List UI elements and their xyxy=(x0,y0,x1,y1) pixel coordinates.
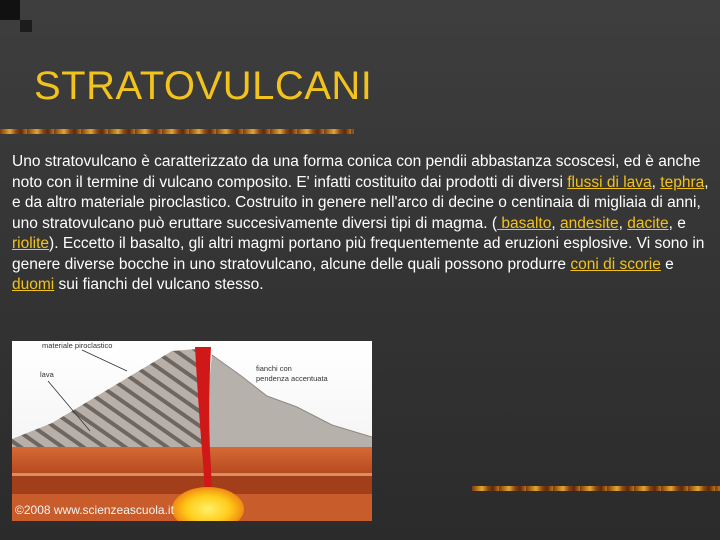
text-segment: , e xyxy=(668,214,686,232)
text-segment: , xyxy=(551,214,560,232)
link-dacite[interactable]: dacite xyxy=(627,214,669,232)
label-lava: lava xyxy=(40,370,54,379)
text-segment: Uno stratovulcano è caratterizzato da una forma conica con pendii abbastanza scoscesi, ed è anche noto con il termine di vulcano composito. E' infatti costituito dai prodotti di diversi xyxy=(12,153,701,191)
text-segment: ). Eccetto il basalto, gli altri magmi portano più frequentemente ad eruzioni esplosive. Vi sono in genere diverse bocche in uno stratovulcano, alcune delle quali possono produrre xyxy=(12,235,705,273)
bottom-divider-bar xyxy=(472,486,720,491)
stratovolcano-diagram xyxy=(12,341,372,521)
corner-decoration xyxy=(0,0,20,20)
link-duomi[interactable]: duomi xyxy=(12,276,55,293)
link-andesite[interactable]: andesite xyxy=(559,214,619,232)
link-riolite[interactable]: riolite xyxy=(12,235,50,252)
text-segment: e xyxy=(660,255,674,273)
link-coni-di-scorie[interactable]: coni di scorie xyxy=(570,255,661,273)
upper-rock-layer xyxy=(12,447,372,473)
title-divider-bar xyxy=(0,129,354,134)
copyright-watermark: ©2008 www.scienzeascuola.it xyxy=(15,503,174,517)
link-tephra[interactable]: tephra xyxy=(660,173,705,191)
link-flussi-di-lava[interactable]: flussi di lava xyxy=(567,173,652,191)
text-segment: , xyxy=(651,173,661,191)
text-segment: , xyxy=(618,214,628,232)
layer-separator xyxy=(12,473,372,476)
corner-decoration-small xyxy=(20,20,32,32)
label-fianchi-line1: fianchi con xyxy=(256,364,292,373)
link-basalto[interactable]: basalto xyxy=(497,214,552,232)
label-fianchi-line2: pendenza accentuata xyxy=(256,374,328,383)
text-segment: sui fianchi del vulcano stesso. xyxy=(54,276,264,293)
text-segment: , e da altro materiale piroclastico. Costruito in genere nell'arco di decine o centinaia di migliaia di anni, uno stratovulcano può eruttare succesivamente diversi tipi di magma. ( xyxy=(12,173,709,232)
slide-title: STRATOVULCANI xyxy=(34,64,373,108)
slide-body-text xyxy=(12,152,712,296)
label-materiale-piroclastico: materiale piroclastico xyxy=(42,341,113,350)
